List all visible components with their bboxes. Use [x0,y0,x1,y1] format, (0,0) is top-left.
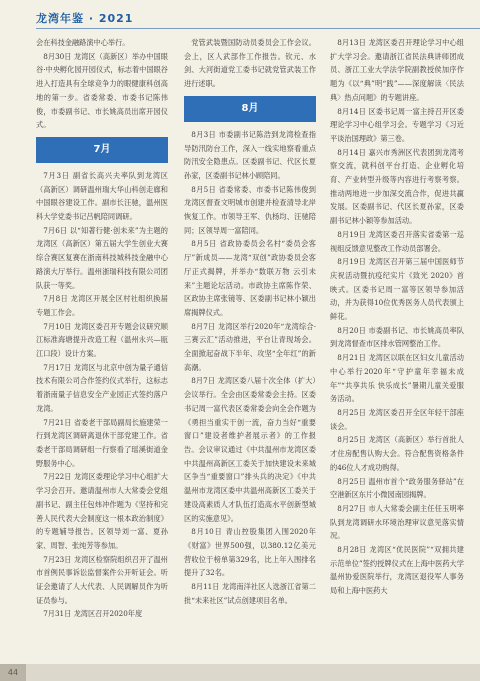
running-header [36,8,480,30]
page-footer [0,664,480,681]
paragraph: 8月7日 龙湾区委八届十次全体（扩大）会议举行。全会由区委常委会主持。区委书记周一富代表区委常委会向全会作题为《勇担当重实干创一流，奋力当好“重要窗口”建设者维护者展示者》的工作报告。会议审议通过《中共温州市龙湾区委中共温州高新区工委关于加快建设未来城区争当“重要窗口”排头兵的决定》《中共温州市龙湾区委中共温州高新区工委关于建设高素质人才队伍打造高水平创新型城区的实施意见》。 [184,376,316,523]
paragraph: 7月8日 龙湾区开展全区村社组织换届专题工作会。 [36,294,168,317]
paragraph: 8月7日 龙湾区举行2020年“龙湾综合·三赛云汇”活动推进，平台让青现场会。全面掀起奋战下半年、攻坚“全年红”的新高潮。 [184,321,316,372]
paragraph: 8月19日 龙湾区委召开落实省委第一巡视组反馈意见整改工作动员部署会。 [330,229,464,253]
paragraph: 8月13日 龙湾区委召开理论学习中心组扩大学习会。邀请浙江省民法典讲师团成员、浙江工业大学法学院副教授侯加序作题为《以“典”明“践”——深度解读〈民法典〉热点问题》的专题讲座。 [330,38,464,102]
paragraph: 会在科技金融路演中心举行。 [36,38,130,47]
paragraph: 7月6日 以“知著行健·创未来”为主题的龙湾区（高新区）第五届大学生创业大赛综合赛区复赛在浙南科技城科技金融中心路演大厅举行。温州浙瑞科技有限公司团队获一等奖。 [36,225,168,290]
paragraph: 7月10日 龙湾区委召开专题会议研究顺江标准海塘提升改造工程（温州永兴—瓯江口段）设计方案。 [36,321,168,359]
paragraph: 7月3日 副省长高兴夫率队到龙湾区（高新区）调研温州瑞大华山科创走廊和中国眼谷建设工作。副市长汪驰，温州医科大学党委书记吕帆陪同调研。 [36,170,168,222]
paragraph: 8月25日 龙湾区（高新区）举行首批人才住房配售认购大会。符合配售资格条件的46位人才成功购得。 [330,435,464,472]
paragraph: 8月5日 省委常委、市委书记陈伟俊到龙湾区督查文明城市创建并检查清导北岸恢复工作。市领导王军、仇杨均、汪驰陪同；区领导周一富陪同。 [184,184,316,235]
paragraph: 8月21日 龙湾区以联在区妇女儿童活动中心举行2020年“守护童年幸福未成年”“共享共乐 快乐成长”暑期儿童关爱服务活动。 [330,353,464,404]
header-rule [36,28,480,29]
month-heading-july: 7月 [36,137,168,163]
paragraph: 8月27日 市人大常委会副主任任玉明率队到龙湾调研水环境治理审议意见落实情况。 [330,503,464,541]
paragraph: 8月25日 龙湾区委召开全区年轻干部座谈会。 [330,407,464,431]
paragraph: 7月17日 龙湾区与北京中创为量子通信技术有限公司合作签约仪式举行，这标志着浙南量子信息安全产业园正式签约落户龙湾。 [36,362,168,413]
paragraph: 8月10日 青山控股集团入围2020年《财富》世界500强，以380.12亿美元营收位于榜单第329名，比上年入围排名提升了32名。 [184,527,316,578]
page-number: 44 [0,664,26,681]
paragraph: 8月20日 市委副书记、市长姚高员率队到龙湾督查市区排水管网整治工作。 [330,325,464,349]
paragraph: 7月22日 龙湾区委理论学习中心组扩大学习会召开。邀请温州市人大常委会党组副书记、副主任包炜冲作题为《坚持和完善人民代表大会制度这一根本政治制度》的专题辅导报告。区领导刘一富、夏孙家、周智、张纯芳等参加。 [36,472,168,550]
column-2 [184,36,316,607]
paragraph: 8月11日 龙湾南洋社区人选浙江省第二批“未来社区”试点创建项目名单。 [184,582,316,605]
paragraph: 7月31日 龙湾区召开2020年度 [43,609,143,619]
paragraph: 党管武装暨国防动员委员会工作会议。会上，区人武部作工作报告。钦元、水剑、大河街道党工委书记就党管武装工作进行述职。 [184,38,316,89]
paragraph: 8月28日 龙湾区“优民医院”“双拥共建示范单位”签约授牌仪式在上海中医药大学温州协爱医院举行，龙湾区退役军人事务局和上海中医药大 [330,545,464,596]
paragraph: 8月3日 市委副书记陈浩到龙湾检查指导防汛防台工作，深入一线实地察看重点防汛安全隐患点。区委副书记、代区长夏孙家，区委副书记林小顾陪同。 [184,129,316,180]
paragraph: 8月19日 龙湾区召开第三届中国医师节庆祝活动暨抗疫纪实片《致光 2020》首映式。区委书记周一富等区领导参加活动，并为获得10位优秀医务人员代表颁上鲜花。 [330,257,464,322]
paragraph: 8月14日 区委书记周一富主持召开区委理论学习中心组学习会。专题学习《习近平谈治国理政》第三卷。 [330,106,464,143]
paragraph: 8月30日 龙湾区（高新区）举办中国眼谷·中央孵化园开园仪式，标志着中国眼谷进入打造具有全球竞争力的眼健康科创高地的第一步。省委常委、市委书记陈伟俊，市委副书记、市长姚高员出席开园仪式。 [36,51,168,130]
paragraph: 8月14日 嘉兴市秀洲区代表团到龙湾考察交流，就科创平台打造、企业孵化培育、产业转型升级等内容进行考察考察。推动两地进一步加深交流合作，促进共赢发展。区委副书记、代区长夏孙家，区委副书记林小颖等参加活动。 [330,147,464,226]
paragraph: 7月23日 龙湾区检察院组织召开了温州市首例民事诉讼监督案件公开听证会。听证会邀请了人大代表、人民调解员作为听证员参与。 [36,554,168,605]
yearbook-title: 龙湾年鉴 · 2021 [36,12,134,25]
column-1 [36,36,168,621]
column-3 [330,36,464,598]
paragraph: 8月25日 温州市首个“政务服务驿站”在空港新区东片小微园南园揭牌。 [330,476,464,500]
paragraph: 7月21日 省委老干部局副局长施建荣一行到龙湾区调研离退休干部党建工作。省委老干部局调研组一行察看了瑶溪街道金野服务中心。 [36,417,168,468]
paragraph: 8月5日 省政协委员会名村“委员会客厅”新成员——龙湾“双创”政协委员会客厅正式揭牌，并举办“数联万物 云引未来”主题论坛活动。市政协主席陈作荣、区政协主席张镜等、区委副书记林小颖出席揭牌仪式。 [184,239,316,317]
month-heading-august: 8月 [184,96,316,122]
